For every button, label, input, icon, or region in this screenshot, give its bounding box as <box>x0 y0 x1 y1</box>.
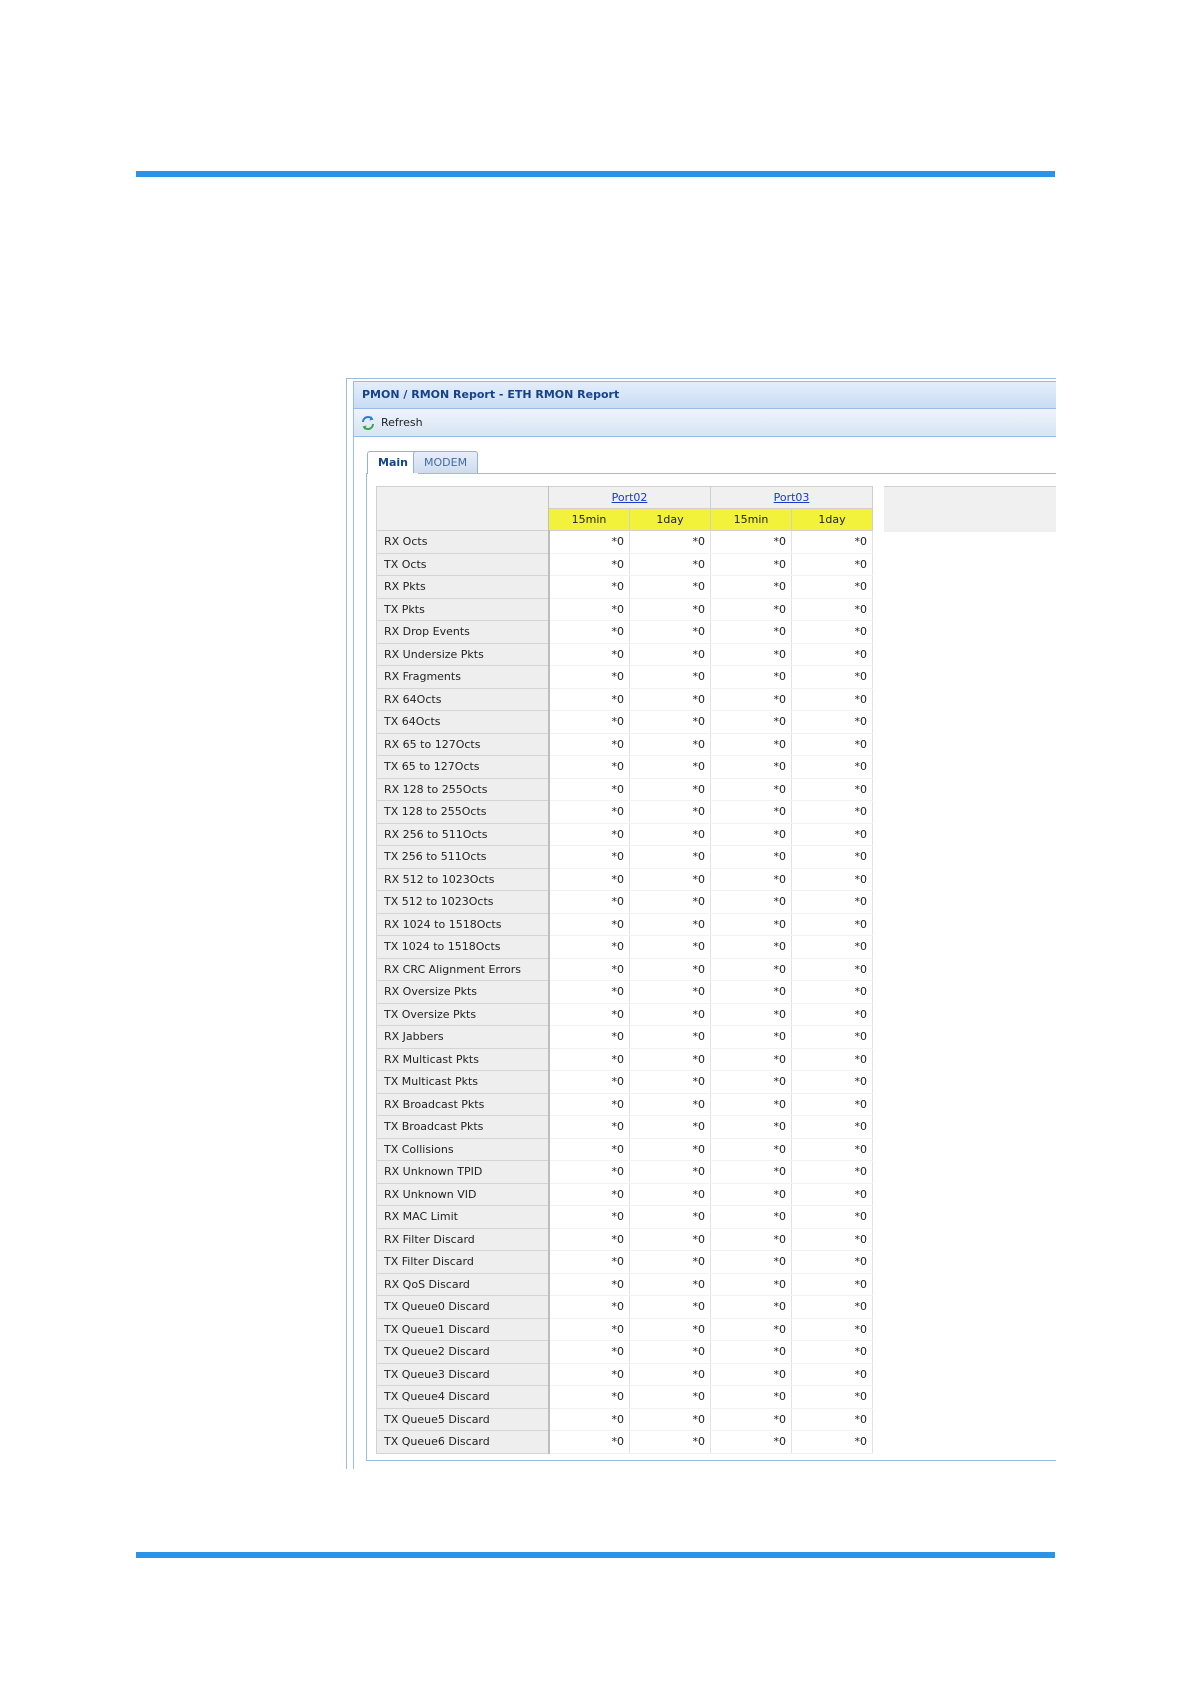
value-cell: *0 <box>711 1386 792 1409</box>
bottom-rule <box>136 1552 1055 1558</box>
value-cell: *0 <box>630 913 711 936</box>
value-cell: *0 <box>549 823 630 846</box>
table-row <box>377 1341 873 1364</box>
value-cell: *0 <box>630 1228 711 1251</box>
value-cell: *0 <box>711 1048 792 1071</box>
value-cell: *0 <box>630 868 711 891</box>
value-cell: *0 <box>711 1026 792 1049</box>
value-cell: *0 <box>711 733 792 756</box>
value-cell: *0 <box>792 598 873 621</box>
value-cell: *0 <box>711 913 792 936</box>
value-cell: *0 <box>630 1026 711 1049</box>
row-label: RX 1024 to 1518Octs <box>377 913 549 936</box>
value-cell: *0 <box>630 846 711 869</box>
value-cell: *0 <box>792 666 873 689</box>
value-cell: *0 <box>711 801 792 824</box>
table-row <box>377 666 873 689</box>
toolbar <box>354 409 1056 437</box>
value-cell: *0 <box>549 1318 630 1341</box>
table-row <box>377 1071 873 1094</box>
period-header: 1day <box>792 509 873 531</box>
value-cell: *0 <box>792 643 873 666</box>
row-label: TX Queue5 Discard <box>377 1408 549 1431</box>
value-cell: *0 <box>792 823 873 846</box>
value-cell: *0 <box>792 1363 873 1386</box>
value-cell: *0 <box>711 553 792 576</box>
value-cell: *0 <box>630 1206 711 1229</box>
value-cell: *0 <box>630 1273 711 1296</box>
value-cell: *0 <box>630 1341 711 1364</box>
grid-corner <box>377 487 549 531</box>
tab-modem[interactable]: MODEM <box>413 451 478 473</box>
value-cell: *0 <box>630 1183 711 1206</box>
value-cell: *0 <box>792 756 873 779</box>
table-row <box>377 711 873 734</box>
grid-body <box>377 531 873 1454</box>
value-cell: *0 <box>549 1431 630 1454</box>
value-cell: *0 <box>549 756 630 779</box>
value-cell: *0 <box>549 553 630 576</box>
tab-main[interactable]: Main <box>367 451 419 474</box>
row-label: TX Multicast Pkts <box>377 1071 549 1094</box>
table-row <box>377 621 873 644</box>
row-label: TX Queue0 Discard <box>377 1296 549 1319</box>
period-header: 15min <box>711 509 792 531</box>
value-cell: *0 <box>711 1296 792 1319</box>
value-cell: *0 <box>630 981 711 1004</box>
value-cell: *0 <box>630 958 711 981</box>
row-label: RX Drop Events <box>377 621 549 644</box>
value-cell: *0 <box>630 1251 711 1274</box>
value-cell: *0 <box>630 1116 711 1139</box>
value-cell: *0 <box>792 1093 873 1116</box>
value-cell: *0 <box>711 1251 792 1274</box>
row-label: RX CRC Alignment Errors <box>377 958 549 981</box>
row-label: TX Pkts <box>377 598 549 621</box>
value-cell: *0 <box>792 846 873 869</box>
value-cell: *0 <box>792 936 873 959</box>
value-cell: *0 <box>549 1296 630 1319</box>
table-row <box>377 958 873 981</box>
value-cell: *0 <box>792 688 873 711</box>
row-label: RX Pkts <box>377 576 549 599</box>
value-cell: *0 <box>630 823 711 846</box>
value-cell: *0 <box>792 1071 873 1094</box>
value-cell: *0 <box>792 1026 873 1049</box>
value-cell: *0 <box>630 1386 711 1409</box>
row-label: RX 128 to 255Octs <box>377 778 549 801</box>
value-cell: *0 <box>792 981 873 1004</box>
value-cell: *0 <box>549 733 630 756</box>
row-label: RX Broadcast Pkts <box>377 1093 549 1116</box>
value-cell: *0 <box>711 778 792 801</box>
row-label: TX 1024 to 1518Octs <box>377 936 549 959</box>
value-cell: *0 <box>630 1071 711 1094</box>
row-label: RX Undersize Pkts <box>377 643 549 666</box>
value-cell: *0 <box>792 1273 873 1296</box>
table-row <box>377 1273 873 1296</box>
value-cell: *0 <box>549 1408 630 1431</box>
value-cell: *0 <box>549 981 630 1004</box>
value-cell: *0 <box>549 1071 630 1094</box>
table-row <box>377 1026 873 1049</box>
value-cell: *0 <box>630 1296 711 1319</box>
value-cell: *0 <box>549 1386 630 1409</box>
value-cell: *0 <box>549 643 630 666</box>
value-cell: *0 <box>792 621 873 644</box>
value-cell: *0 <box>549 1228 630 1251</box>
value-cell: *0 <box>549 576 630 599</box>
value-cell: *0 <box>711 1093 792 1116</box>
value-cell: *0 <box>711 1138 792 1161</box>
value-cell: *0 <box>711 1341 792 1364</box>
value-cell: *0 <box>711 868 792 891</box>
period-header: 15min <box>549 509 630 531</box>
table-row <box>377 1228 873 1251</box>
value-cell: *0 <box>711 688 792 711</box>
table-row <box>377 868 873 891</box>
value-cell: *0 <box>711 823 792 846</box>
table-row <box>377 1093 873 1116</box>
table-row <box>377 1138 873 1161</box>
refresh-button[interactable] <box>360 415 423 431</box>
value-cell: *0 <box>792 1431 873 1454</box>
value-cell: *0 <box>630 1408 711 1431</box>
row-label: TX Queue3 Discard <box>377 1363 549 1386</box>
table-row <box>377 1183 873 1206</box>
value-cell: *0 <box>792 711 873 734</box>
row-label: TX Queue2 Discard <box>377 1341 549 1364</box>
table-row <box>377 1206 873 1229</box>
port02-link[interactable]: Port02 <box>611 491 648 504</box>
table-row <box>377 778 873 801</box>
value-cell: *0 <box>549 1273 630 1296</box>
table-row <box>377 801 873 824</box>
value-cell: *0 <box>792 1183 873 1206</box>
value-cell: *0 <box>792 1296 873 1319</box>
table-row <box>377 1048 873 1071</box>
value-cell: *0 <box>549 621 630 644</box>
value-cell: *0 <box>711 936 792 959</box>
value-cell: *0 <box>630 643 711 666</box>
value-cell: *0 <box>711 576 792 599</box>
value-cell: *0 <box>711 846 792 869</box>
value-cell: *0 <box>630 1431 711 1454</box>
row-label: TX 128 to 255Octs <box>377 801 549 824</box>
value-cell: *0 <box>630 688 711 711</box>
table-row <box>377 1386 873 1409</box>
value-cell: *0 <box>630 531 711 554</box>
row-label: TX Collisions <box>377 1138 549 1161</box>
value-cell: *0 <box>549 913 630 936</box>
value-cell: *0 <box>792 576 873 599</box>
table-row <box>377 531 873 554</box>
value-cell: *0 <box>549 1138 630 1161</box>
row-label: TX Queue1 Discard <box>377 1318 549 1341</box>
value-cell: *0 <box>792 1048 873 1071</box>
value-cell: *0 <box>792 1228 873 1251</box>
value-cell: *0 <box>711 643 792 666</box>
value-cell: *0 <box>792 1251 873 1274</box>
value-cell: *0 <box>630 936 711 959</box>
row-label: TX Oversize Pkts <box>377 1003 549 1026</box>
value-cell: *0 <box>549 846 630 869</box>
row-label: RX Fragments <box>377 666 549 689</box>
row-label: TX Queue6 Discard <box>377 1431 549 1454</box>
value-cell: *0 <box>630 553 711 576</box>
value-cell: *0 <box>630 891 711 914</box>
row-label: RX Unknown VID <box>377 1183 549 1206</box>
table-row <box>377 913 873 936</box>
value-cell: *0 <box>711 1318 792 1341</box>
table-row <box>377 1318 873 1341</box>
value-cell: *0 <box>711 1183 792 1206</box>
value-cell: *0 <box>549 1161 630 1184</box>
row-label: RX Oversize Pkts <box>377 981 549 1004</box>
value-cell: *0 <box>792 1161 873 1184</box>
row-label: RX QoS Discard <box>377 1273 549 1296</box>
value-cell: *0 <box>711 666 792 689</box>
rmon-grid <box>376 486 873 1454</box>
value-cell: *0 <box>711 1206 792 1229</box>
value-cell: *0 <box>630 621 711 644</box>
value-cell: *0 <box>630 711 711 734</box>
row-label: RX Multicast Pkts <box>377 1048 549 1071</box>
table-row <box>377 1003 873 1026</box>
value-cell: *0 <box>630 1363 711 1386</box>
value-cell: *0 <box>549 711 630 734</box>
table-row <box>377 823 873 846</box>
value-cell: *0 <box>711 598 792 621</box>
value-cell: *0 <box>792 958 873 981</box>
report-panel-inner <box>353 381 1056 1469</box>
grid-header-filler <box>884 486 1056 532</box>
value-cell: *0 <box>792 1341 873 1364</box>
value-cell: *0 <box>630 1318 711 1341</box>
value-cell: *0 <box>711 1116 792 1139</box>
table-row <box>377 1431 873 1454</box>
value-cell: *0 <box>792 531 873 554</box>
value-cell: *0 <box>630 1161 711 1184</box>
value-cell: *0 <box>792 891 873 914</box>
table-row <box>377 846 873 869</box>
table-row <box>377 1363 873 1386</box>
value-cell: *0 <box>549 531 630 554</box>
value-cell: *0 <box>711 1431 792 1454</box>
row-label: RX 256 to 511Octs <box>377 823 549 846</box>
value-cell: *0 <box>711 1071 792 1094</box>
row-label: TX Queue4 Discard <box>377 1386 549 1409</box>
panel-title: PMON / RMON Report - ETH RMON Report <box>354 382 1056 409</box>
value-cell: *0 <box>711 531 792 554</box>
value-cell: *0 <box>549 1341 630 1364</box>
value-cell: *0 <box>792 913 873 936</box>
value-cell: *0 <box>630 801 711 824</box>
row-label: TX 65 to 127Octs <box>377 756 549 779</box>
table-row <box>377 733 873 756</box>
value-cell: *0 <box>711 1161 792 1184</box>
table-row <box>377 981 873 1004</box>
value-cell: *0 <box>792 868 873 891</box>
value-cell: *0 <box>792 1116 873 1139</box>
value-cell: *0 <box>549 801 630 824</box>
value-cell: *0 <box>711 1003 792 1026</box>
value-cell: *0 <box>792 733 873 756</box>
table-row <box>377 1408 873 1431</box>
value-cell: *0 <box>711 1273 792 1296</box>
value-cell: *0 <box>549 1048 630 1071</box>
table-row <box>377 576 873 599</box>
table-row <box>377 756 873 779</box>
table-row <box>377 1116 873 1139</box>
tab-strip <box>366 448 1056 474</box>
value-cell: *0 <box>711 756 792 779</box>
row-label: TX 256 to 511Octs <box>377 846 549 869</box>
table-row <box>377 1251 873 1274</box>
value-cell: *0 <box>630 1048 711 1071</box>
table-row <box>377 1296 873 1319</box>
table-row <box>377 891 873 914</box>
value-cell: *0 <box>792 1386 873 1409</box>
refresh-label: Refresh <box>381 416 423 429</box>
value-cell: *0 <box>711 958 792 981</box>
value-cell: *0 <box>792 1206 873 1229</box>
table-row <box>377 936 873 959</box>
value-cell: *0 <box>549 1003 630 1026</box>
table-row <box>377 688 873 711</box>
row-label: RX 64Octs <box>377 688 549 711</box>
value-cell: *0 <box>792 1408 873 1431</box>
value-cell: *0 <box>630 733 711 756</box>
row-label: RX Unknown TPID <box>377 1161 549 1184</box>
value-cell: *0 <box>549 1026 630 1049</box>
value-cell: *0 <box>711 621 792 644</box>
row-label: RX Filter Discard <box>377 1228 549 1251</box>
table-row <box>377 1161 873 1184</box>
row-label: TX Filter Discard <box>377 1251 549 1274</box>
row-label: TX Octs <box>377 553 549 576</box>
tab-panel <box>366 448 1056 1469</box>
row-label: RX 512 to 1023Octs <box>377 868 549 891</box>
value-cell: *0 <box>630 666 711 689</box>
value-cell: *0 <box>792 778 873 801</box>
value-cell: *0 <box>792 1003 873 1026</box>
table-row <box>377 643 873 666</box>
value-cell: *0 <box>549 688 630 711</box>
port03-link[interactable]: Port03 <box>773 491 810 504</box>
value-cell: *0 <box>630 576 711 599</box>
value-cell: *0 <box>711 711 792 734</box>
value-cell: *0 <box>549 936 630 959</box>
value-cell: *0 <box>711 981 792 1004</box>
row-label: RX 65 to 127Octs <box>377 733 549 756</box>
value-cell: *0 <box>549 1363 630 1386</box>
value-cell: *0 <box>549 891 630 914</box>
value-cell: *0 <box>549 1251 630 1274</box>
value-cell: *0 <box>630 598 711 621</box>
row-label: RX Jabbers <box>377 1026 549 1049</box>
value-cell: *0 <box>711 1363 792 1386</box>
value-cell: *0 <box>549 598 630 621</box>
refresh-icon <box>360 415 376 431</box>
value-cell: *0 <box>792 1138 873 1161</box>
value-cell: *0 <box>549 778 630 801</box>
value-cell: *0 <box>630 1003 711 1026</box>
value-cell: *0 <box>630 756 711 779</box>
port-header <box>711 487 873 509</box>
value-cell: *0 <box>549 1183 630 1206</box>
row-label: TX 512 to 1023Octs <box>377 891 549 914</box>
row-label: TX Broadcast Pkts <box>377 1116 549 1139</box>
value-cell: *0 <box>549 868 630 891</box>
value-cell: *0 <box>711 891 792 914</box>
value-cell: *0 <box>792 1318 873 1341</box>
tab-body <box>366 474 1056 1461</box>
table-row <box>377 598 873 621</box>
value-cell: *0 <box>792 553 873 576</box>
value-cell: *0 <box>549 1093 630 1116</box>
value-cell: *0 <box>630 778 711 801</box>
value-cell: *0 <box>630 1138 711 1161</box>
port-header <box>549 487 711 509</box>
period-header: 1day <box>630 509 711 531</box>
value-cell: *0 <box>792 801 873 824</box>
value-cell: *0 <box>711 1228 792 1251</box>
value-cell: *0 <box>549 1206 630 1229</box>
value-cell: *0 <box>711 1408 792 1431</box>
report-panel <box>346 378 1056 1469</box>
value-cell: *0 <box>549 666 630 689</box>
row-label: RX MAC Limit <box>377 1206 549 1229</box>
row-label: TX 64Octs <box>377 711 549 734</box>
top-rule <box>136 171 1055 177</box>
value-cell: *0 <box>630 1093 711 1116</box>
table-row <box>377 553 873 576</box>
value-cell: *0 <box>549 1116 630 1139</box>
row-label: RX Octs <box>377 531 549 554</box>
value-cell: *0 <box>549 958 630 981</box>
